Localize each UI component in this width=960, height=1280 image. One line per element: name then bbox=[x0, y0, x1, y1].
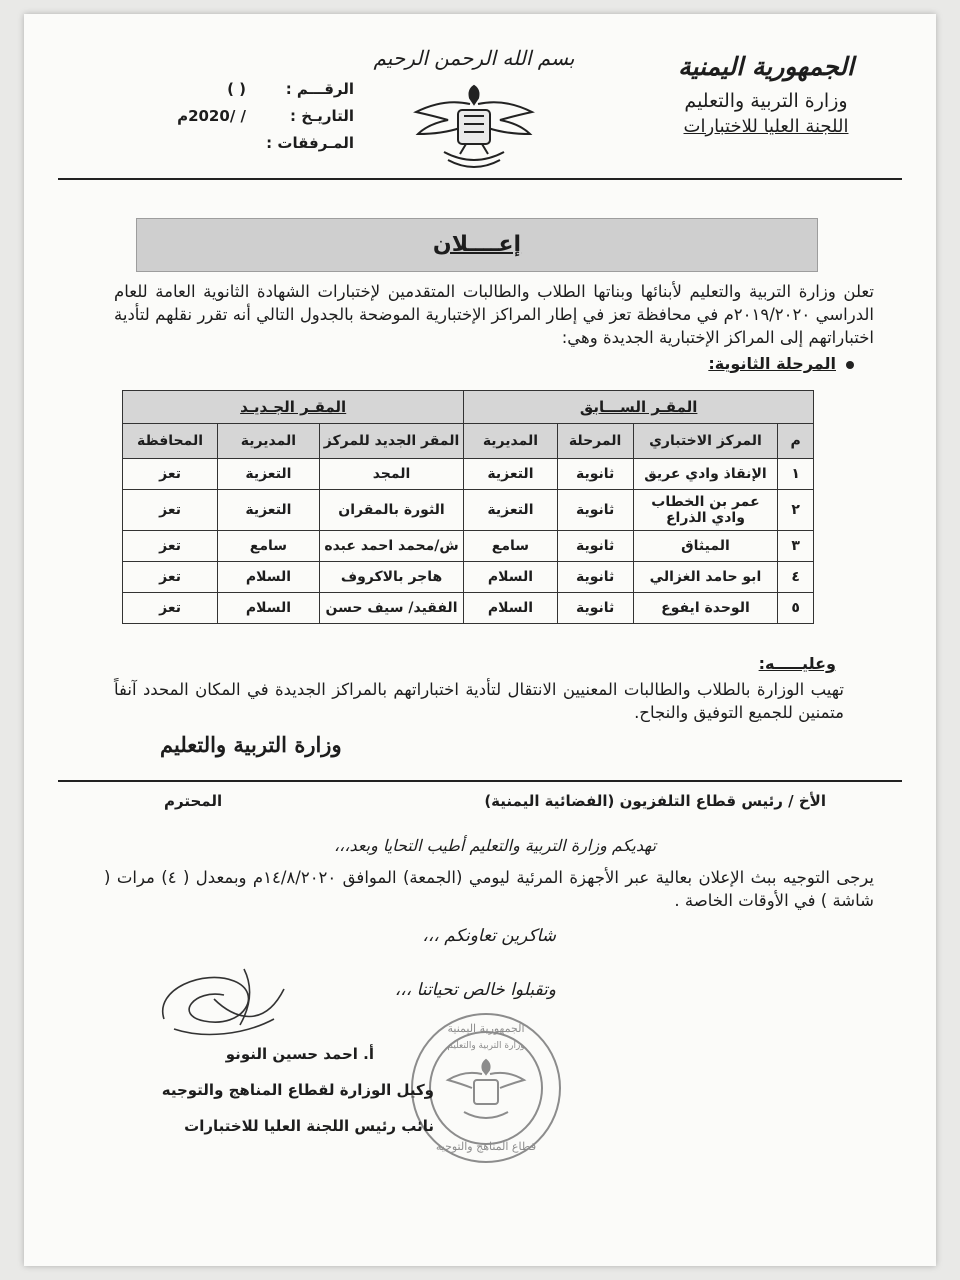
therefore-label: وعليـــــه: bbox=[758, 654, 836, 673]
signatory-block bbox=[124, 1036, 434, 1144]
stamp-text-top: الجمهورية اليمنية bbox=[447, 1022, 525, 1035]
letterhead-right bbox=[656, 52, 876, 140]
eagle-emblem-icon bbox=[404, 76, 544, 176]
basmala: بسم الله الرحمن الرحيم bbox=[373, 46, 575, 70]
date-label: التاريـخ : bbox=[290, 107, 354, 125]
col-center: المركز الاختباري bbox=[633, 424, 778, 459]
col-governorate: المحافظة bbox=[123, 424, 218, 459]
col-stage: المرحلة bbox=[557, 424, 633, 459]
addressee: الأخ / رئيس قطاع التلفزيون (الفضائية اليمنية) bbox=[484, 792, 826, 810]
signatory-title-1: وكيل الوزارة لقطاع المناهج والتوجيه bbox=[161, 1081, 434, 1099]
table-row: ٥ الوحدة ايفوع ثانوية السلام الفقيد/ سيف حسن السلام تعز bbox=[123, 593, 814, 624]
republic-name: الجمهورية اليمنية bbox=[678, 52, 854, 81]
signatory-title-2: نائب رئيس اللجنة العليا للاختبارات bbox=[184, 1117, 434, 1135]
letter-divider bbox=[58, 780, 902, 782]
header-divider bbox=[58, 178, 902, 180]
attachments-label: المـرفقات : bbox=[266, 134, 354, 152]
ministry-signer: وزارة التربية والتعليم bbox=[160, 732, 342, 757]
group-previous-header: المقـر الســـابق bbox=[464, 391, 814, 424]
stamp-text-bottom: قطاع المناهج والتوجيه bbox=[435, 1140, 537, 1153]
signatory-name: أ. احمد حسين النونو bbox=[225, 1045, 374, 1063]
ref-label: الرقـــم : bbox=[285, 80, 354, 98]
table-row: ٣ الميثاق ثانوية سامع ش/محمد احمد عبده سامع تعز bbox=[123, 531, 814, 562]
announcement-title-box bbox=[136, 218, 818, 272]
document-page bbox=[24, 14, 936, 1266]
stamp-text-mid: وزارة التربية والتعليم bbox=[447, 1041, 525, 1051]
table-row: ٢ عمر بن الخطاب وادي الذراع ثانوية التعزية الثورة بالمقران التعزية تعز bbox=[123, 490, 814, 531]
table-row: ٤ ابو حامد الغزالي ثانوية السلام هاجر بالاكروف السلام تعز bbox=[123, 562, 814, 593]
ministry-name: وزارة التربية والتعليم bbox=[684, 90, 848, 112]
bullet-icon bbox=[846, 361, 854, 369]
stage-heading: المرحلة الثانوية: bbox=[708, 354, 854, 373]
greeting-line: تهديكم وزارة التربية والتعليم أطيب التحايا وبعد،،، bbox=[334, 836, 657, 855]
col-new-directorate: المديرية bbox=[218, 424, 320, 459]
group-new-header: المقـر الجـديـد bbox=[123, 391, 464, 424]
thanks-line: شاكرين تعاونكم ،،، bbox=[422, 926, 556, 946]
table-row: ١ الإنقاذ وادي عريق ثانوية التعزية المجد التعزية تعز bbox=[123, 459, 814, 490]
centers-table bbox=[122, 390, 814, 624]
announcement-title: إعــــلان bbox=[432, 232, 522, 257]
col-new-center: المقر الجديد للمركز bbox=[319, 424, 464, 459]
respected-label: المحترم bbox=[164, 792, 223, 810]
committee-name: اللجنة العليا للاختبارات bbox=[683, 116, 849, 137]
col-directorate: المديرية bbox=[464, 424, 557, 459]
reference-block bbox=[94, 76, 354, 157]
closing-body: تهيب الوزارة بالطلاب والطالبات المعنيين الانتقال لتأدية اختباراتهم بالمراكز الجديدة في المكان المحدد آنفاً متمنين للجميع التوفيق والنجاح. bbox=[114, 680, 844, 722]
announcement-intro: تعلن وزارة التربية والتعليم لأبنائها وبناتها الطلاب والطالبات المتقدمين لإختبارات الشهادة الثانوية العامة للعام الدراسي ٢٠١٩/٢٠٢٠م في محافظة تعز في إطار المراكز الإختبارية الموضحة بالجدول التالي أنه تقرر نقلهم لتأدية اختباراتهم إلى المراكز الإختبارية الجديدة وهي: bbox=[114, 282, 874, 347]
regards-line: وتقبلوا خالص تحياتنا ،،، bbox=[394, 980, 556, 1000]
letterhead-center bbox=[354, 44, 594, 176]
letter-body: يرجى التوجيه ببث الإعلان بعالية عبر الأجهزة المرئية ليومي (الجمعة) الموافق ١٤/٨/٢٠٢٠م وبمعدل ( ٤) مرات ( شاشة ) في الأوقات الخاصة . bbox=[104, 868, 874, 910]
date-value: / /2020م bbox=[177, 107, 246, 125]
col-num: م bbox=[778, 424, 814, 459]
ref-value: ( ) bbox=[227, 80, 246, 98]
